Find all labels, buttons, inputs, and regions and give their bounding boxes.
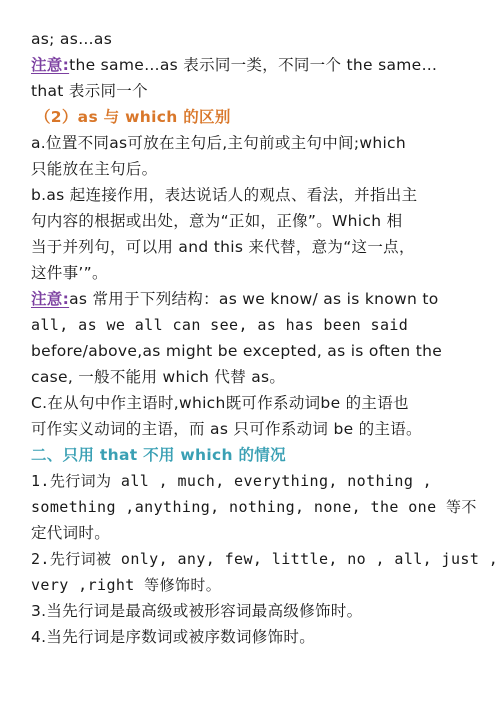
note-label: 注意: [31,290,70,308]
text-line [31,364,472,390]
text-line [31,598,472,624]
line-text: before/above,as might be excepted, as is often the [31,342,443,360]
line-text: 4.当先行词是序数词或被序数词修饰时。 [31,628,315,646]
text-line [31,78,472,104]
text-line [31,208,472,234]
line-text: very ,right 等修饰时。 [31,576,222,594]
text-line [31,234,472,260]
text-line [31,260,472,286]
text-line [31,572,472,598]
line-text: a.位置不同as可放在主句后,主句前或主句中间;which [31,134,407,152]
text-line [31,416,472,442]
section-heading: 二、只用 that 不用 which 的情况 [31,446,286,464]
line-text: 定代词时。 [31,524,111,542]
line-text: as 常用于下列结构：as we know/ as is known to [69,290,439,308]
text-line [31,624,472,650]
line-text: as; as…as [31,30,113,48]
line-text: 当于并列句，可以用 and this 来代替，意为“这一点， [31,238,415,256]
line-text: 句内容的根据或出处，意为“正如，正像”。Which 相 [31,212,403,230]
line-text: something ,anything, nothing, none, the one 等不 [31,498,477,516]
line-text: 只能放在主句后。 [31,160,158,178]
text-line [31,546,499,572]
note-label: 注意: [31,56,70,74]
line-text: 3.当先行词是最高级或被形容词最高级修饰时。 [31,602,363,620]
text-line [31,312,472,338]
line-text: C.在从句中作主语时,which既可作系动词be 的主语也 [31,394,409,412]
text-line [31,338,472,364]
line-text: b.as 起连接作用，表达说话人的观点、看法，并指出主 [31,186,418,204]
line-text: 可作实义动词的主语，而 as 只可作系动词 be 的主语。 [31,420,422,438]
line-text: 2.先行词被 only, any, few, little, no , all, just , [31,550,499,568]
line-text: that 表示同一个 [31,82,148,100]
text-line [31,130,472,156]
text-line [31,156,472,182]
text-line [31,520,472,546]
text-line [31,494,477,520]
section-heading: （2）as 与 which 的区别 [35,108,231,126]
line-text: all, as we all can see, as has been said [31,316,409,334]
text-line [31,390,472,416]
note-line [31,286,472,312]
line-text: 1.先行词为 all , much, everything, nothing , [31,472,433,490]
text-line [31,26,472,52]
line-text: the same…as 表示同一类，不同一个 the same… [69,56,438,74]
line-text: case, 一般不能用 which 代替 as。 [31,368,286,386]
line-text: 这件事’”。 [31,264,108,282]
note-line [31,52,472,78]
text-line [31,182,472,208]
text-line [31,468,472,494]
